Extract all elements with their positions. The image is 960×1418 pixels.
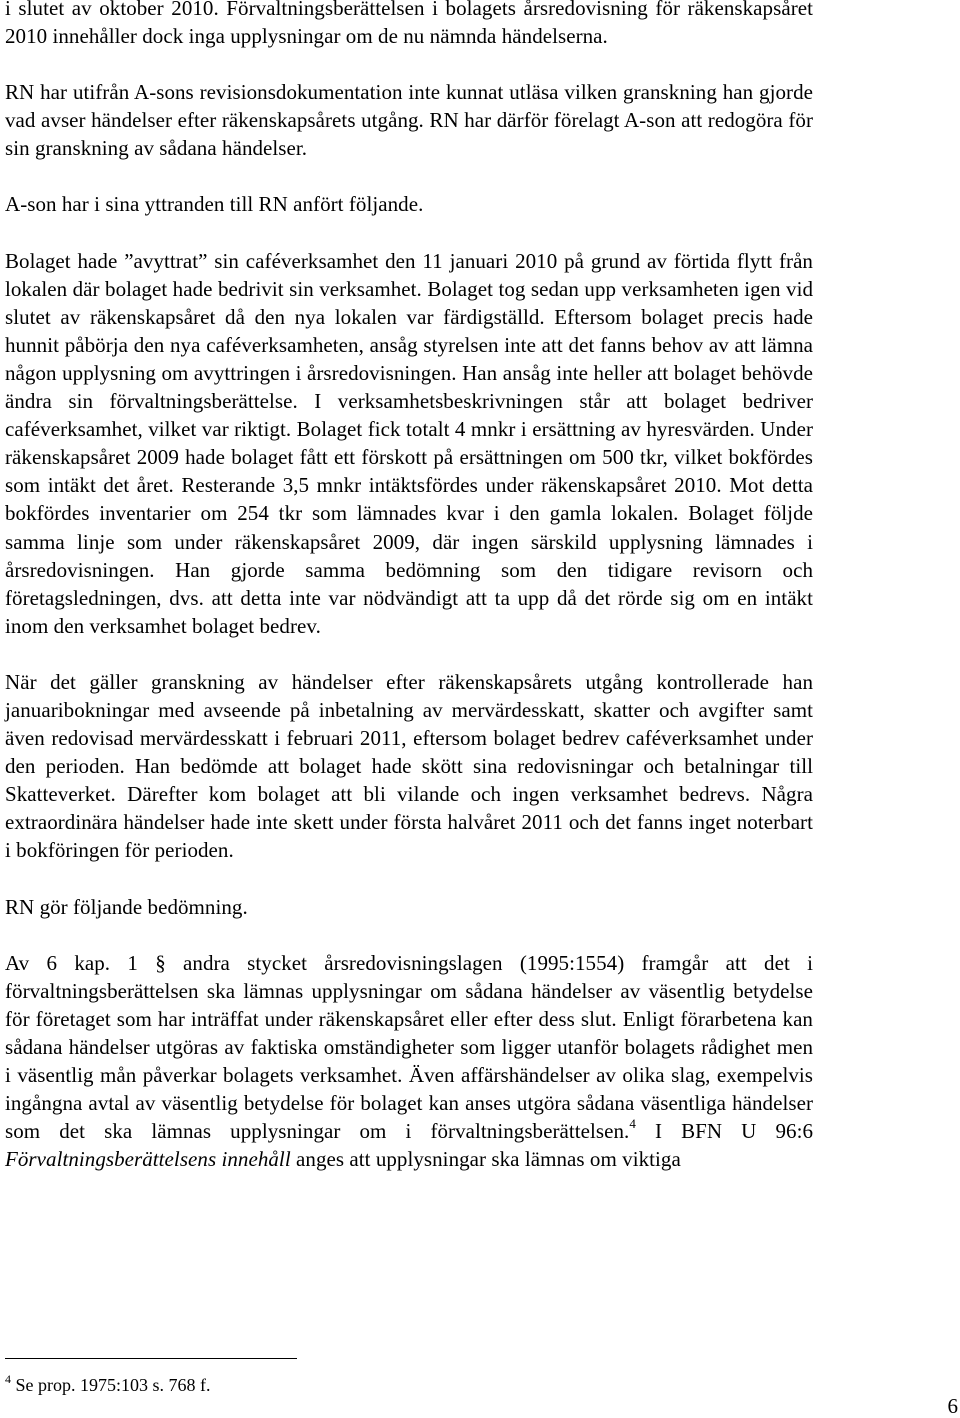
italic-title: Förvaltningsberättelsens innehåll xyxy=(5,1147,291,1172)
paragraph-a-son-yttrande: A-son har i sina yttranden till RN anfört följande. xyxy=(5,192,424,217)
paragraph-text: anges att upplysningar ska lämnas om viktiga xyxy=(290,1147,681,1172)
footnote xyxy=(5,1374,211,1396)
footnote-marker: 4 xyxy=(5,1372,11,1386)
paragraph-rn-bedomning: RN gör följande bedömning. xyxy=(5,894,248,919)
paragraph-rn-granskning: RN har utifrån A-sons revisionsdokumentation inte kunnat utläsa vilken granskning han gjorde vad avser händelser efter räkenskapsårets utgång. RN har därför förelagt A-son att redogöra för sin granskning av sådana händelser. xyxy=(5,80,813,161)
footnote-divider xyxy=(5,1358,297,1359)
paragraph-text: Av 6 kap. 1 § andra stycket årsredovisningslagen (1995:1554) framgår att det i förvaltningsberättelsen ska lämnas upplysningar om sådana händelser av väsentlig betydelse för företaget som har inträffat under räkenskapsåret eller efter dess slut. Enligt förarbetena kan sådana händelser utgöras av faktiska omständigheter som ligger utanför bolagets rådighet men i väsentlig mån påverkar bolagets verksamhet. Även affärshändelser av olika slag, exempelvis ingångna avtal av väsentlig betydelse för bolaget kan anses utgöra sådana väsentliga händelser som det ska lämnas upplysningar om i förvaltningsberättelsen. xyxy=(5,950,813,1144)
paragraph-handelser-efter: När det gäller granskning av händelser efter räkenskapsårets utgång kontrollerade han januaribokningar med avseende på inbetalning av mervärdesskatt, skatter och avgifter samt även redovisad mervärdesskatt i februari 2011, eftersom bolaget bedrev caféverksamhet under den perioden. Han bedömde att bolaget hade skött sina redovisningar och betalningar till Skatteverket. Därefter kom bolaget att bli vilande och ingen verksamhet bedrevs. Några extraordinära händelser hade inte skett under första halvåret 2011 och det fanns inget noterbart i bokföringen för perioden. xyxy=(5,669,813,863)
paragraph-continuation: i slutet av oktober 2010. Förvaltningsberättelsen i bolagets årsredovisning för räkenskapsåret 2010 innehåller dock inga upplysningar om de nu nämnda händelserna. xyxy=(5,0,813,49)
footnote-reference: 4 xyxy=(629,1116,636,1132)
paragraph-bolaget-avyttrat: Bolaget hade ”avyttrat” sin caféverksamhet den 11 januari 2010 på grund av förtida flytt från lokalen där bolaget hade bedrivit sin verksamhet. Bolaget tog sedan upp verksamheten igen vid slutet av räkenskapsåret då den nya lokalen var färdigställd. Eftersom bolaget precis hade hunnit påbörja den nya caféverksamheten, ansåg styrelsen inte att det fanns behov av att lämna någon upplysning om avyttringen i årsredovisningen. Han ansåg inte heller att bolaget behövde ändra sin förvaltningsberättelse. I verksamhetsbeskrivningen står att bolaget bedriver caféverksamhet, vilket var riktigt. Bolaget fick totalt 4 mnkr i ersättning av hyresvärden. Under räkenskapsåret 2009 hade bolaget fått ett förskott på ersättningen om 500 tkr, vilket bokfördes som intäkt det året. Resterande 3,5 mnkr intäktsfördes under räkenskapsåret 2010. Mot detta bokfördes inventarier om 254 tkr som lämnades kvar i den gamla lokalen. Bolaget följde samma linje som under räkenskapsåret 2009, där ingen särskild upplysning lämnades i årsredovisningen. Han gjorde samma bedömning som den tidigare revisorn och företagsledningen, dvs. att detta inte var nödvändigt att ta upp då det rörde sig om en intäkt inom den verksamhet bolaget bedrev. xyxy=(5,248,813,638)
footnote-text: Se prop. 1975:103 s. 768 f. xyxy=(11,1375,211,1395)
document-body xyxy=(5,0,813,1173)
page-number: 6 xyxy=(947,1394,958,1418)
paragraph-text: I BFN U 96:6 xyxy=(635,1119,814,1144)
paragraph-arsredovisningslagen xyxy=(5,949,813,1174)
